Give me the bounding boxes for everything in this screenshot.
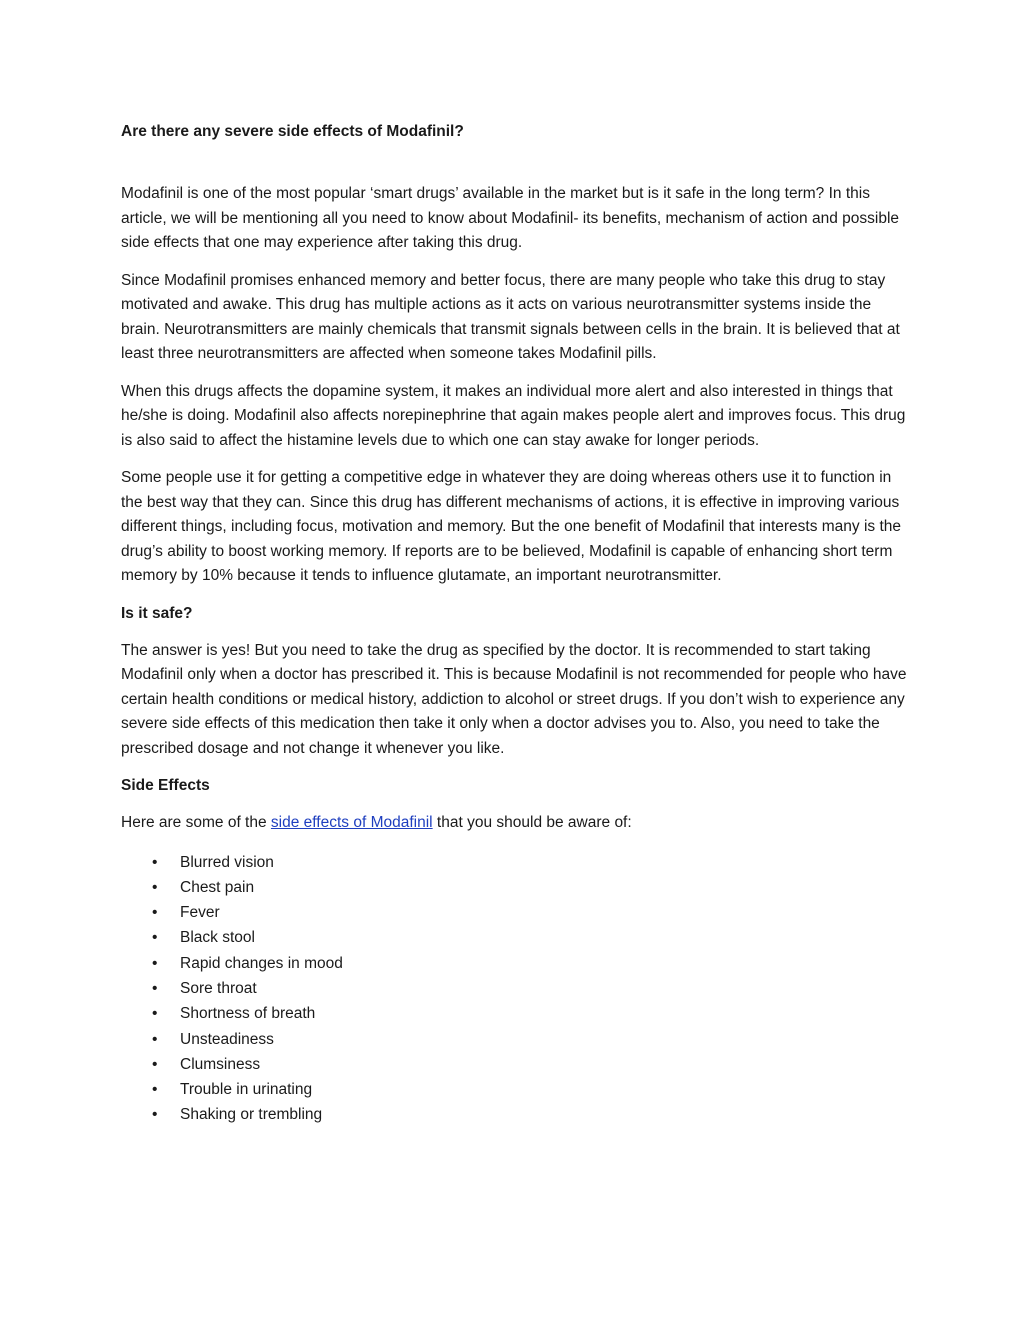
list-item-label: Trouble in urinating [180, 1081, 313, 1099]
side-effects-list [121, 850, 911, 1128]
list-item [121, 850, 911, 875]
list-item-label: Black stool [180, 929, 255, 947]
paragraph-safety: The answer is yes! But you need to take the drug as specified by the doctor. It is recommended to start taking Modafinil only when a doctor has prescribed it. This is because Modafinil is not recommended for people who have certain health conditions or medical history, addiction to alcohol or street drugs. If you don’t wish to experience any severe side effects of this medication then take it only when a doctor advises you to. Also, you need to take the prescribed dosage and not change it whenever you like. [121, 641, 907, 757]
heading-side-effects: Side Effects [121, 777, 210, 794]
list-item [121, 1052, 911, 1077]
list-item [121, 1077, 911, 1102]
paragraph-benefits: Some people use it for getting a competitive edge in whatever they are doing whereas others use it to function in the best way that they can. Since this drug has different mechanisms of actions, it is effective in improving various different things, including focus, motivation and memory. But the one benefit of Modafinil that interests many is the drug’s ability to boost working memory. If reports are to be believed, Modafinil is capable of enhancing short term memory by 10% because it tends to influence glutamate, an important neurotransmitter. [121, 469, 902, 584]
bullet-icon: • [152, 1005, 158, 1023]
list-item-label: Chest pain [180, 878, 255, 896]
list-item [121, 875, 911, 900]
bullet-icon: • [152, 1030, 158, 1048]
side-effects-link[interactable]: side effects of Modafinil [270, 814, 433, 831]
list-item-label: Sore throat [180, 979, 257, 997]
list-item [121, 925, 911, 950]
list-item [121, 951, 911, 976]
document-title: Are there any severe side effects of Modafinil? [121, 123, 464, 140]
paragraph-mechanism: Since Modafinil promises enhanced memory and better focus, there are many people who take this drug to stay motivated and awake. This drug has multiple actions as it acts on various neurotransmitter systems inside the brain. Neurotransmitters are mainly chemicals that transmit signals between cells in the brain. It is believed that at least three neurotransmitters are affected when someone takes Modafinil pills. [121, 271, 900, 362]
bullet-icon: • [152, 904, 158, 922]
bullet-icon: • [152, 853, 158, 871]
bullet-icon: • [152, 954, 158, 972]
heading-is-it-safe: Is it safe? [121, 604, 193, 622]
bullet-icon: • [152, 1055, 158, 1073]
bullet-icon: • [152, 929, 158, 947]
bullet-icon: • [152, 878, 158, 896]
list-item-label: Clumsiness [180, 1055, 261, 1073]
paragraph-intro: Modafinil is one of the most popular ‘smart drugs’ available in the market but is it safe in the long term? In this article, we will be mentioning all you need to know about Modafinil- its benefits, mechanism of action and possible side effects that one may experience after taking this drug. [121, 185, 900, 251]
list-item [121, 1001, 911, 1026]
list-item [121, 900, 911, 925]
bullet-icon: • [152, 979, 158, 997]
paragraph-dopamine: When this drugs affects the dopamine system, it makes an individual more alert and also interested in things that he/she is doing. Modafinil also affects norepinephrine that again makes people alert and improves focus. This drug is also said to affect the histamine levels due to which one can stay awake for longer periods. [121, 382, 906, 449]
bullet-icon: • [152, 1081, 158, 1099]
intro-text-before: Here are some of the [121, 814, 271, 831]
intro-text-after: that you should be aware of: [432, 814, 632, 831]
list-item-label: Fever [180, 904, 220, 922]
list-item-label: Unsteadiness [180, 1030, 274, 1048]
paragraph-side-effects-intro [121, 811, 911, 836]
bullet-icon: • [152, 1106, 158, 1124]
document-page [121, 120, 911, 1128]
list-item [121, 1027, 911, 1052]
list-item [121, 1102, 911, 1127]
list-item-label: Shaking or trembling [180, 1106, 323, 1124]
list-item-label: Blurred vision [180, 853, 274, 871]
list-item-label: Shortness of breath [180, 1005, 316, 1023]
list-item [121, 976, 911, 1001]
list-item-label: Rapid changes in mood [180, 954, 343, 972]
